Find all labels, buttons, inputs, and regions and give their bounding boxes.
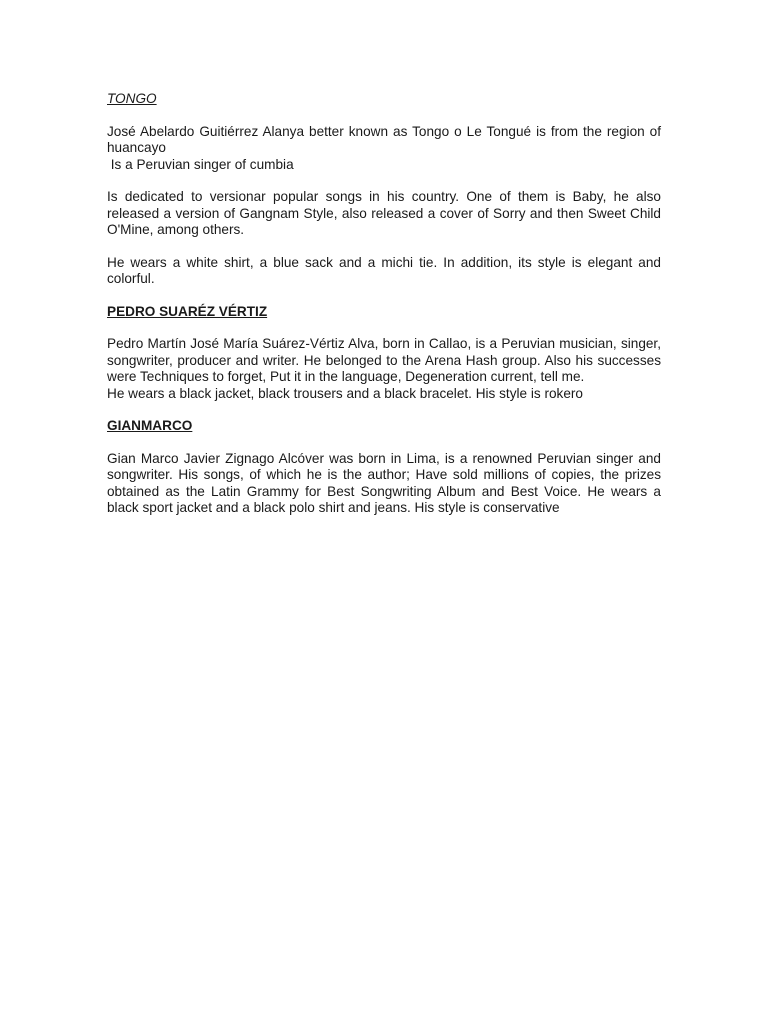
paragraph-line: Is a Peruvian singer of cumbia bbox=[107, 156, 294, 172]
paragraph-line: Is dedicated to versionar popular songs in his country. One of them is Baby, he also released a version of Gangnam Style, also released a cover of Sorry and then Sweet Child O'Mine, among others. bbox=[107, 189, 661, 237]
paragraph-line: José Abelardo Guitiérrez Alanya better known as Tongo o Le Tongué is from the region of huancayo bbox=[107, 123, 661, 155]
pedro-paragraph bbox=[107, 336, 661, 402]
gianmarco-paragraph bbox=[107, 451, 661, 517]
paragraph-line: He wears a black jacket, black trousers and a black bracelet. His style is rokero bbox=[107, 385, 583, 401]
paragraph-line: Pedro Martín José María Suárez-Vértiz Alva, born in Callao, is a Peruvian musician, singer, songwriter, producer and writer. He belonged to the Arena Hash group. Also his successes were Techniques to forget, Put it in the language, Degeneration current, tell me. bbox=[107, 336, 661, 384]
tongo-songs-paragraph bbox=[107, 189, 661, 239]
tongo-intro-paragraph bbox=[107, 124, 661, 174]
tongo-style-paragraph bbox=[107, 255, 661, 288]
paragraph-line: He wears a white shirt, a blue sack and a michi tie. In addition, its style is elegant and colorful. bbox=[107, 254, 661, 286]
section-heading-gianmarco: GIANMARCO bbox=[107, 418, 193, 433]
document-page bbox=[107, 91, 661, 533]
paragraph-line: Gian Marco Javier Zignago Alcóver was born in Lima, is a renowned Peruvian singer and songwriter. His songs, of which he is the author; Have sold millions of copies, the prizes obtained as the Latin Grammy for Best Songwriting Album and Best Voice. He wears a black sport jacket and a black polo shirt and jeans. His style is conservative bbox=[107, 450, 661, 515]
section-heading-pedro: PEDRO SUARÉZ VÉRTIZ bbox=[107, 303, 268, 319]
section-heading-tongo: TONGO bbox=[107, 91, 157, 106]
